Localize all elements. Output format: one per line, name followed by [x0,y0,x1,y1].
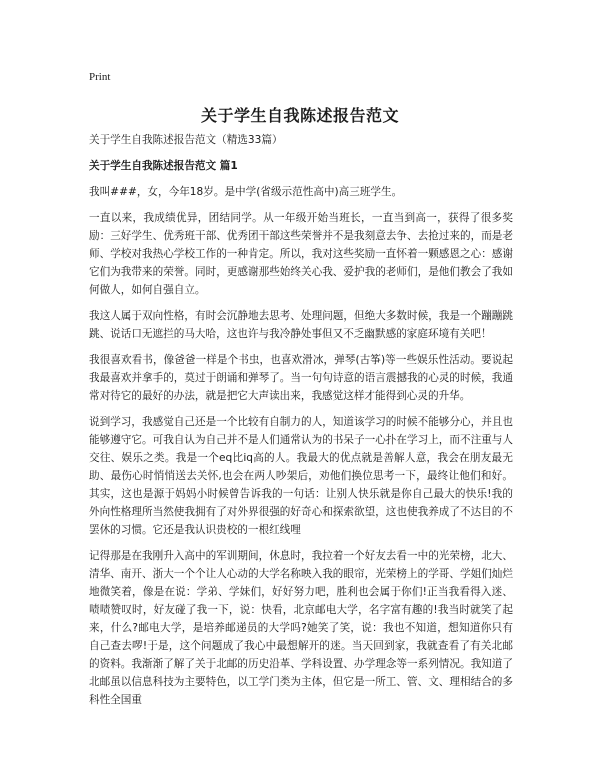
paragraph-study: 说到学习，我感觉自己还是一个比较有自制力的人，知道该学习的时候不能够分心，并且也能够遵守它。可我自认为自己并不是人们通常认为的书呆子一心扑在学习上，而不注重与人交往、娱乐之类。我是一个eq比iq高的人。我最大的优点就是善解人意，我会在朋友最无助、最伤心时悄悄送去关怀,也会在两人吵架后，劝他们换位思考一下，最终让他们和好。其实，这也是源于妈妈小时候曾告诉我的一句话：让别人快乐就是你自己最大的快乐!我的外向性格理所当然使我拥有了对外界很强的好奇心和探索欲望，这也使我养成了不达目的不罢休的习惯。它还是我认识贵校的一根红线哩 [89,416,513,536]
paragraph-intro: 我叫###，女，今年18岁。是中学(省级示范性高中)高三班学生。 [89,186,403,198]
document-subtitle: 关于学生自我陈述报告范文（精选33篇） [89,134,283,146]
paragraph-personality: 我这人属于双向性格，有时会沉静地去思考、处理问题，但绝大多数时候，我是一个蹦蹦跳跳、说话口无遮拦的马大哈，这也许与我冷静处事但又不乏幽默感的家庭环境有关吧！ [89,310,513,340]
section-heading: 关于学生自我陈述报告范文 篇1 [89,160,238,172]
paragraph-achievements: 一直以来，我成绩优异，团结同学。从一年级开始当班长，一直当到高一，获得了很多奖励：三好学生、优秀班干部、优秀团干部这些荣誉并不是我刻意去争、去抢过来的，而是老师、学校对我热心学校工作的一种肯定。所以，我对这些奖励一直怀着一颗感恩之心：感谢它们为我带来的荣誉。同时，更感谢那些始终关心我、爱护我的老师们，是他们教会了我如何做人，如何自强自立。 [89,212,513,296]
paragraph-memory: 记得那是在我刚升入高中的军训期间，休息时，我拉着一个好友去看一中的光荣榜，北大、清华、南开、浙大一个个让人心动的大学名称映入我的眼帘，光荣榜上的学哥、学姐们灿烂地微笑着，像是在说：学弟、学妹们，好好努力吧，胜利也会属于你们!正当我看得入迷、啧啧赞叹时，好友碰了我一下，说：快看，北京邮电大学，名字富有趣的!我当时就笑了起来，什么?邮电大学，是培养邮递员的大学吗?她笑了笑，说：我也不知道，想知道你只有自己查去啰!于是，这个问题成了我心中最想解开的迷。当天回到家，我就查看了有关北邮的资料。我渐渐了解了关于北邮的历史沿革、学科设置、办学理念等一系列情况。我知道了北邮虽以信息科技为主要特色，以工学门类为主体，但它是一所工、管、文、理相结合的多科性全国重 [89,550,513,706]
document-body [89,131,513,717]
paragraph-hobbies: 我很喜欢看书，像爸爸一样是个书虫，也喜欢滑冰，弹琴(古筝)等一些娱乐性活动。要说起我最喜欢并拿手的，莫过于朗诵和弹琴了。当一句句诗意的语言震撼我的心灵的时候，我通常对待它的最好的办法，就是把它大声读出来，我感觉这样才能得到心灵的升华。 [89,354,513,402]
page-title: 关于学生自我陈述报告范文 [200,106,399,125]
print-label[interactable]: Print [89,71,111,83]
